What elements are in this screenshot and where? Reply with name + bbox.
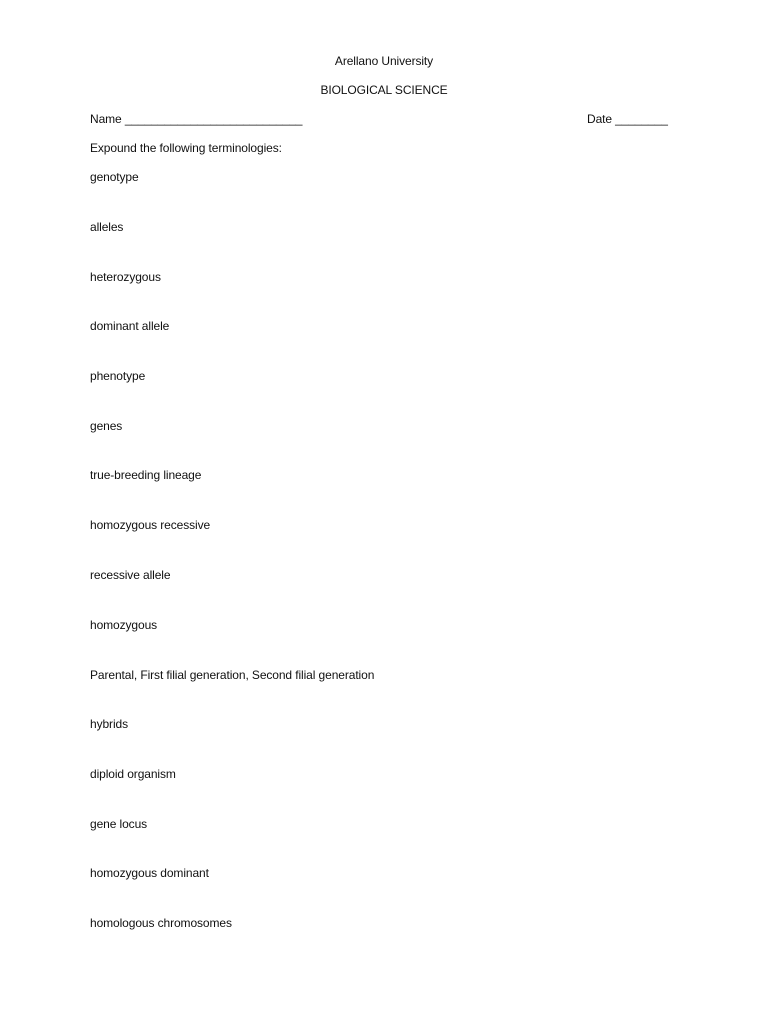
term-item: genes [90, 419, 123, 433]
term-item: heterozygous [90, 270, 161, 284]
university-title: Arellano University [334, 54, 434, 68]
term-item: homozygous [90, 618, 158, 632]
term-item: gene locus [90, 817, 148, 831]
subject-title: BIOLOGICAL SCIENCE [320, 83, 448, 97]
term-item: Parental, First filial generation, Second filial generation [90, 668, 375, 682]
term-item: alleles [90, 220, 124, 234]
term-item: genotype [90, 170, 139, 184]
term-item: hybrids [90, 717, 128, 731]
instruction-text: Expound the following terminologies: [90, 141, 282, 155]
date-field: Date ________ [587, 112, 668, 126]
term-item: homologous chromosomes [90, 916, 232, 930]
term-item: phenotype [90, 369, 146, 383]
term-item: homozygous dominant [90, 866, 209, 880]
term-item: diploid organism [90, 767, 176, 781]
term-item: recessive allele [90, 568, 171, 582]
term-item: true-breeding lineage [90, 468, 202, 482]
name-field: Name ___________________________ [90, 112, 303, 126]
term-item: dominant allele [90, 319, 170, 333]
term-item: homozygous recessive [90, 518, 211, 532]
